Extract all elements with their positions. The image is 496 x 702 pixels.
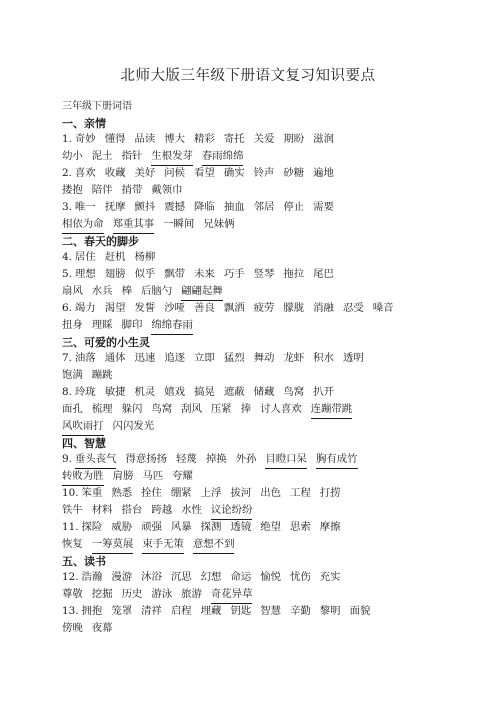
vocab-word: 铃声 bbox=[253, 167, 275, 179]
vocab-word: 沉思 bbox=[170, 571, 192, 583]
vocab-word: 扒开 bbox=[313, 386, 334, 398]
vocab-line bbox=[62, 519, 442, 536]
vocab-word: 面孔 bbox=[62, 403, 83, 415]
vocab-word: 拴住 bbox=[141, 487, 162, 499]
vocab-word: 品读 bbox=[134, 133, 156, 145]
vocab-line bbox=[62, 569, 442, 586]
vocab-word: 掉换 bbox=[205, 453, 227, 465]
vocab-line bbox=[62, 384, 442, 401]
vocab-word: 忍受 bbox=[342, 302, 364, 314]
vocab-word: 砂糖 bbox=[283, 167, 305, 179]
vocab-word: 鸟窝 bbox=[283, 386, 305, 398]
vocab-word: 油落 bbox=[74, 352, 96, 364]
vocab-word: 目瞪口呆 bbox=[265, 451, 307, 469]
vocab-word: 渴望 bbox=[104, 302, 126, 314]
vocab-word: 幻想 bbox=[200, 571, 222, 583]
section-heading: 一、亲情 bbox=[62, 117, 106, 130]
vocab-word: 躲闪 bbox=[121, 403, 143, 415]
vocab-word: 春雨绵绵 bbox=[202, 148, 244, 166]
vocab-word: 龙虾 bbox=[283, 352, 305, 364]
vocab-word: 游泳 bbox=[151, 588, 173, 600]
vocab-word: 飘带 bbox=[164, 268, 186, 280]
vocab-word: 发誓 bbox=[134, 302, 156, 314]
vocab-word: 连蹦带跳 bbox=[311, 401, 353, 419]
vocab-line bbox=[62, 451, 442, 468]
vocab-word: 邻居 bbox=[253, 201, 275, 213]
vocab-word: 旅游 bbox=[181, 588, 202, 600]
vocab-word: 思索 bbox=[290, 521, 311, 533]
section-heading: 三、可爱的小生灵 bbox=[62, 336, 150, 349]
item-number: 10. bbox=[62, 487, 79, 499]
vocab-word: 机灵 bbox=[134, 386, 156, 398]
vocab-word: 肩膀 bbox=[112, 470, 134, 482]
vocab-word: 相依为命 bbox=[62, 216, 104, 234]
vocab-word: 尾巴 bbox=[313, 268, 334, 280]
vocab-word: 一筹莫展 bbox=[92, 536, 134, 554]
vocab-word: 颤抖 bbox=[134, 201, 156, 213]
vocab-word: 善良 bbox=[194, 302, 215, 314]
vocab-word: 搭台 bbox=[121, 504, 143, 516]
item-number: 7. bbox=[62, 352, 72, 364]
vocab-word: 寄托 bbox=[223, 133, 245, 145]
vocab-word: 议论纷纷 bbox=[211, 502, 253, 520]
vocab-word: 跨越 bbox=[151, 504, 173, 516]
vocab-word: 敏捷 bbox=[104, 386, 126, 398]
vocab-word: 追逐 bbox=[164, 352, 186, 364]
vocab-word: 泥土 bbox=[91, 150, 113, 162]
vocab-word: 期盼 bbox=[283, 133, 305, 145]
vocab-word: 工程 bbox=[290, 487, 311, 499]
vocab-word: 面貌 bbox=[349, 605, 371, 617]
vocab-word: 生根发芽 bbox=[151, 148, 193, 166]
vocab-word: 探险 bbox=[81, 521, 103, 533]
vocab-word: 愉悦 bbox=[260, 571, 281, 583]
vocab-word: 问候 bbox=[164, 167, 186, 179]
vocab-word: 嗓音 bbox=[372, 302, 394, 314]
vocab-word: 震撼 bbox=[164, 201, 186, 213]
vocab-word: 打捞 bbox=[319, 487, 341, 499]
vocab-line bbox=[62, 182, 442, 199]
vocab-line bbox=[62, 216, 442, 233]
vocab-word: 材料 bbox=[91, 504, 113, 516]
vocab-word: 立即 bbox=[194, 352, 215, 364]
vocab-line bbox=[62, 586, 442, 603]
section-heading: 二、春天的脚步 bbox=[62, 235, 139, 248]
vocab-word: 傍晚 bbox=[62, 622, 83, 634]
vocab-word: 竭力 bbox=[74, 302, 96, 314]
vocab-word: 充实 bbox=[319, 571, 341, 583]
vocab-word: 笨重 bbox=[81, 487, 103, 499]
vocab-word: 舞动 bbox=[253, 352, 275, 364]
vocab-line bbox=[62, 148, 442, 165]
vocab-word: 搂抱 bbox=[62, 184, 83, 196]
vocab-word: 浩瀚 bbox=[81, 571, 103, 583]
item-number: 13. bbox=[62, 605, 79, 617]
vocab-word: 搞晃 bbox=[194, 386, 215, 398]
vocab-word: 风吹雨打 bbox=[62, 418, 104, 436]
vocab-word: 透镜 bbox=[230, 521, 252, 533]
vocab-word: 懂得 bbox=[104, 133, 126, 145]
vocab-word: 铁牛 bbox=[62, 504, 83, 516]
vocab-word: 笼罩 bbox=[111, 605, 133, 617]
vocab-word: 理睬 bbox=[91, 319, 113, 331]
vocab-word: 启程 bbox=[170, 605, 192, 617]
vocab-word: 清祥 bbox=[141, 605, 162, 617]
vocab-line bbox=[62, 603, 442, 620]
vocab-word: 未来 bbox=[194, 268, 215, 280]
vocab-word: 马匹 bbox=[142, 470, 164, 482]
vocab-word: 杨柳 bbox=[134, 251, 156, 263]
vocab-word: 一瞬间 bbox=[163, 218, 195, 230]
item-number: 6. bbox=[62, 302, 72, 314]
vocab-word: 戴领巾 bbox=[151, 184, 183, 196]
vocab-word: 顽强 bbox=[141, 521, 162, 533]
vocab-line bbox=[62, 418, 442, 435]
vocab-word: 摩擦 bbox=[319, 521, 341, 533]
vocab-line bbox=[62, 199, 442, 216]
vocab-word: 讨人喜欢 bbox=[260, 403, 302, 415]
vocab-word: 幼小 bbox=[62, 150, 83, 162]
vocab-word: 挖掘 bbox=[91, 588, 113, 600]
item-number: 5. bbox=[62, 268, 72, 280]
vocab-word: 猛烈 bbox=[223, 352, 245, 364]
vocab-word: 博大 bbox=[164, 133, 186, 145]
vocab-word: 朦胧 bbox=[283, 302, 305, 314]
vocab-word: 梳理 bbox=[91, 403, 113, 415]
vocab-word: 竖琴 bbox=[253, 268, 275, 280]
vocab-word: 嬉戏 bbox=[164, 386, 186, 398]
vocab-word: 闪闪发光 bbox=[112, 420, 155, 432]
vocab-word: 翅膀 bbox=[104, 268, 126, 280]
vocab-word: 智慧 bbox=[260, 605, 281, 617]
vocab-word: 历史 bbox=[121, 588, 143, 600]
vocab-word: 钥匙 bbox=[230, 605, 252, 617]
vocab-word: 绝望 bbox=[260, 521, 281, 533]
vocab-word: 降临 bbox=[194, 201, 215, 213]
vocab-word: 上浮 bbox=[200, 487, 222, 499]
vocab-word: 风暴 bbox=[170, 521, 192, 533]
vocab-word: 束手无策 bbox=[142, 536, 184, 554]
vocab-word: 拥抱 bbox=[81, 605, 103, 617]
vocab-word: 居住 bbox=[74, 251, 96, 263]
vocab-word: 捧 bbox=[240, 403, 252, 415]
vocab-word: 蹦跳 bbox=[91, 369, 113, 381]
vocab-word: 熟悉 bbox=[111, 487, 133, 499]
vocab-word: 转败为胜 bbox=[62, 468, 104, 486]
vocab-word: 玲珑 bbox=[74, 386, 96, 398]
vocab-line bbox=[62, 502, 442, 519]
vocab-word: 威胁 bbox=[111, 521, 133, 533]
vocab-line bbox=[62, 536, 442, 553]
document-title: 北师大版三年级下册语文复习知识要点 bbox=[120, 68, 376, 84]
vocab-word: 命运 bbox=[230, 571, 252, 583]
vocab-line bbox=[62, 367, 442, 384]
vocab-line bbox=[62, 468, 442, 485]
vocab-word: 夸耀 bbox=[172, 470, 193, 482]
vocab-line bbox=[62, 317, 442, 334]
item-number: 1. bbox=[62, 133, 72, 145]
vocabulary-content bbox=[62, 115, 442, 637]
vocab-line bbox=[62, 300, 442, 317]
vocab-word: 胸有成竹 bbox=[316, 451, 358, 469]
vocab-word: 郑重其事 bbox=[113, 216, 155, 234]
vocab-word: 透明 bbox=[342, 352, 364, 364]
vocab-word: 忧伤 bbox=[290, 571, 311, 583]
vocab-word: 拔河 bbox=[230, 487, 252, 499]
vocab-word: 遮蔽 bbox=[223, 386, 245, 398]
vocab-word: 需要 bbox=[313, 201, 334, 213]
vocab-word: 疲劳 bbox=[253, 302, 275, 314]
vocab-word: 垂头丧气 bbox=[75, 451, 117, 469]
vocab-word: 捎带 bbox=[121, 184, 143, 196]
vocab-word: 棒 bbox=[121, 285, 132, 297]
vocab-word: 指针 bbox=[121, 150, 143, 162]
vocab-word: 水性 bbox=[181, 504, 202, 516]
vocab-word: 收藏 bbox=[104, 167, 126, 179]
vocab-word: 喜欢 bbox=[74, 167, 96, 179]
vocab-word: 沙哑 bbox=[164, 302, 186, 314]
vocab-line bbox=[62, 620, 442, 637]
vocab-line bbox=[62, 485, 442, 502]
vocab-line bbox=[62, 249, 442, 266]
vocab-word: 唯一 bbox=[74, 201, 96, 213]
vocab-word: 飘洒 bbox=[223, 302, 245, 314]
item-number: 4. bbox=[62, 251, 72, 263]
vocab-word: 漫游 bbox=[111, 571, 133, 583]
vocab-word: 出色 bbox=[260, 487, 281, 499]
vocab-line bbox=[62, 131, 442, 148]
vocab-word: 积水 bbox=[313, 352, 334, 364]
vocab-word: 扭身 bbox=[62, 319, 83, 331]
vocab-line bbox=[62, 401, 442, 418]
vocab-word: 看望 bbox=[194, 167, 215, 179]
item-number: 8. bbox=[62, 386, 72, 398]
vocab-word: 夜幕 bbox=[91, 622, 113, 634]
vocab-word: 美好 bbox=[134, 167, 156, 179]
vocab-word: 遍地 bbox=[313, 167, 334, 179]
vocab-word: 水兵 bbox=[91, 285, 113, 297]
vocab-word: 精彩 bbox=[194, 133, 215, 145]
vocab-word: 轻蔑 bbox=[176, 453, 197, 465]
vocab-word: 外孙 bbox=[235, 453, 257, 465]
vocab-word: 得意扬扬 bbox=[125, 453, 168, 465]
vocab-word: 兄妹俩 bbox=[203, 218, 235, 230]
vocab-word: 停止 bbox=[283, 201, 305, 213]
item-number: 9. bbox=[62, 453, 72, 465]
section-heading: 五、读书 bbox=[62, 555, 106, 568]
vocab-word: 扇风 bbox=[62, 285, 83, 297]
vocab-line bbox=[62, 283, 442, 300]
section-heading: 四、智慧 bbox=[62, 437, 106, 450]
item-number: 11. bbox=[62, 521, 79, 533]
vocab-word: 沐浴 bbox=[141, 571, 162, 583]
vocab-word: 埋藏 bbox=[200, 605, 222, 617]
vocab-word: 消融 bbox=[313, 302, 334, 314]
vocab-word: 迅速 bbox=[134, 352, 156, 364]
vocab-word: 鸟窝 bbox=[151, 403, 173, 415]
vocab-word: 辛勤 bbox=[290, 605, 311, 617]
vocab-word: 确实 bbox=[223, 167, 245, 179]
vocab-word: 滋润 bbox=[313, 133, 334, 145]
vocab-word: 储藏 bbox=[253, 386, 275, 398]
vocab-word: 刮风 bbox=[181, 403, 202, 415]
vocab-word: 赶机 bbox=[104, 251, 126, 263]
vocab-word: 翩翩起舞 bbox=[181, 283, 223, 301]
vocab-word: 后脑勺 bbox=[140, 285, 173, 297]
vocab-word: 理想 bbox=[74, 268, 96, 280]
vocab-word: 饱满 bbox=[62, 369, 83, 381]
vocab-word: 意想不到 bbox=[193, 536, 235, 554]
vocab-word: 绷紧 bbox=[170, 487, 192, 499]
vocab-word: 巧手 bbox=[223, 268, 245, 280]
vocab-word: 通体 bbox=[104, 352, 126, 364]
vocab-word: 压紧 bbox=[210, 403, 232, 415]
vocab-word: 探测 bbox=[200, 521, 222, 533]
vocab-line bbox=[62, 165, 442, 182]
vocab-word: 奇妙 bbox=[74, 133, 96, 145]
vocab-word: 似乎 bbox=[134, 268, 156, 280]
vocab-word: 关爱 bbox=[253, 133, 275, 145]
vocab-word: 脚印 bbox=[121, 319, 143, 331]
vocab-word: 拖拉 bbox=[283, 268, 305, 280]
vocab-word: 黎明 bbox=[319, 605, 341, 617]
vocab-word: 绵绵春雨 bbox=[151, 317, 193, 335]
item-number: 12. bbox=[62, 571, 79, 583]
item-number: 3. bbox=[62, 201, 72, 213]
vocab-word: 抽血 bbox=[223, 201, 245, 213]
vocab-line bbox=[62, 350, 442, 367]
vocab-word: 抚摩 bbox=[104, 201, 126, 213]
vocab-word: 尊敬 bbox=[62, 588, 83, 600]
vocab-word: 恢复 bbox=[62, 538, 83, 550]
vocab-word: 陪伴 bbox=[91, 184, 113, 196]
vocab-word: 奇花异草 bbox=[211, 586, 253, 604]
document-subtitle: 三年级下册词语 bbox=[62, 101, 132, 112]
item-number: 2. bbox=[62, 167, 72, 179]
vocab-line bbox=[62, 266, 442, 283]
